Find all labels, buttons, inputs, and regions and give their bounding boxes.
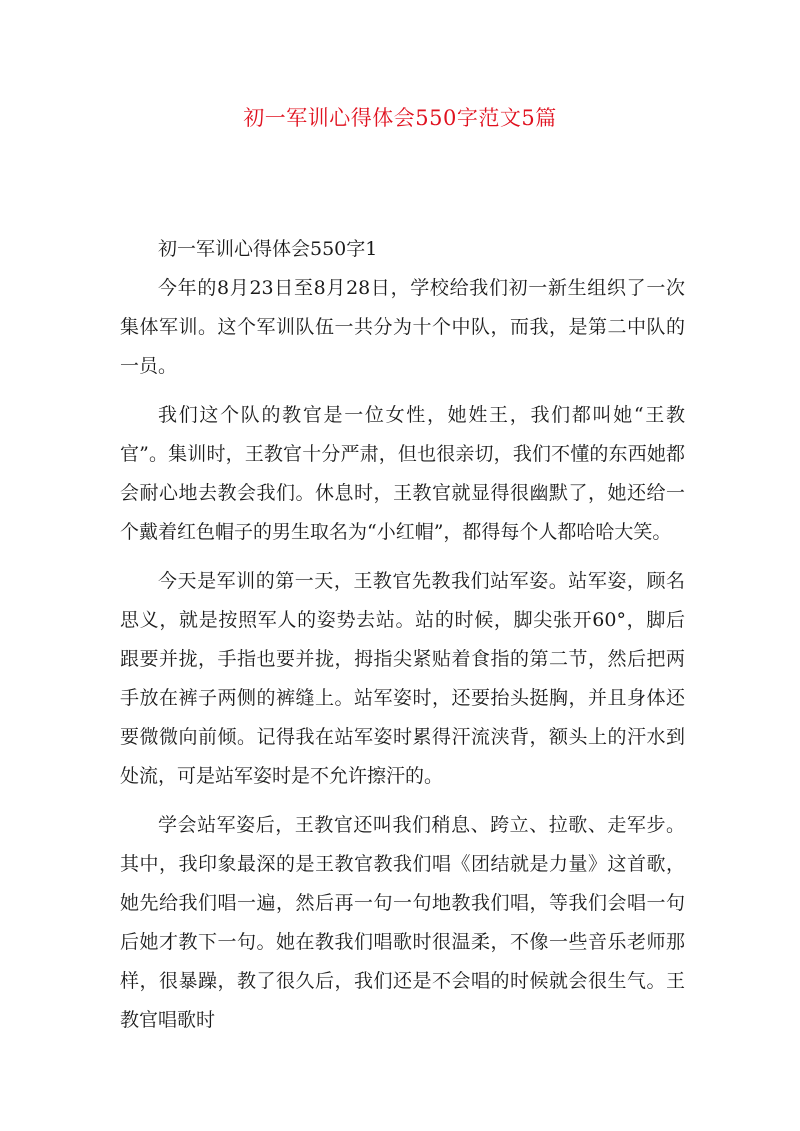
paragraph: 我们这个队的教官是一位女性，她姓王，我们都叫她“王教官”。集训时，王教官十分严肃，但也很亲切，我们不懂的东西她都会耐心地去教会我们。休息时，王教官就显得很幽默了，她还给一个戴着红色帽子的男生取名为“小红帽”，都得每个人都哈哈大笑。 (120, 404, 685, 543)
paragraph: 今年的8月23日至8月28日，学校给我们初一新生组织了一次集体军训。这个军训队伍一共分为十个中队，而我，是第二中队的一员。 (120, 277, 685, 377)
document-body (120, 230, 685, 1040)
paragraph: 今天是军训的第一天，王教官先教我们站军姿。站军姿，顾名思义，就是按照军人的姿势去站。站的时候，脚尖张开60°，脚后跟要并拢，手指也要并拢，拇指尖紧贴着食指的第二节，然后把两手放在裤子两侧的裤缝上。站军姿时，还要抬头挺胸，并且身体还要微微向前倾。记得我在站军姿时累得汗流浃背，额头上的汗水到处流，可是站军姿时是不允许擦汗的。 (120, 570, 685, 787)
section-heading: 初一军训心得体会550字1 (158, 238, 378, 260)
paragraph: 学会站军姿后，王教官还叫我们稍息、跨立、拉歌、走军步。其中，我印象最深的是王教官教我们唱《团结就是力量》这首歌，她先给我们唱一遍，然后再一句一句地教我们唱，等我们会唱一句后她才教下一句。她在教我们唱歌时很温柔，不像一些音乐老师那样，很暴躁，教了很久后，我们还是不会唱的时候就会很生气。王教官唱歌时 (120, 814, 685, 1031)
document-title: 初一军训心得体会550字范文5篇 (243, 106, 557, 130)
